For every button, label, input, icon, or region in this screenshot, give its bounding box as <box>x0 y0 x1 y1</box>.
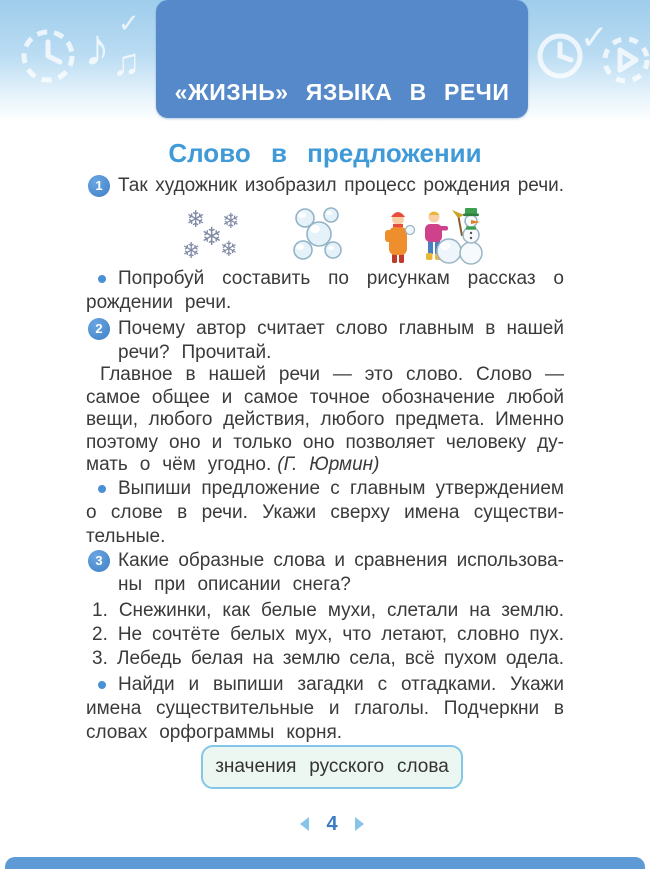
text-line: вещи, любого действия, любого предмета. Именно <box>86 409 564 430</box>
section-title: «ЖИЗНЬ» ЯЗЫКА В РЕЧИ <box>174 79 510 105</box>
bullet-icon <box>98 485 106 493</box>
text-line: Почему автор считает слово главным в нашей <box>118 318 564 339</box>
music-note-icon: ♪ <box>84 19 110 77</box>
exercise-prompt: Так художник изобразил процесс рождения речи. <box>118 175 564 196</box>
checkmark-icon: ✓ <box>118 8 140 38</box>
page-number[interactable]: 4 <box>326 812 338 835</box>
text-line: Какие образные слова и сравнения использова- <box>118 550 564 571</box>
riddles-list <box>86 599 564 671</box>
snowflake-icon: ❄ <box>201 223 222 251</box>
exercise-2 <box>86 317 564 365</box>
text-line: Найди и выпиши загадки с отгадками. Укажи <box>118 674 564 695</box>
pagination <box>0 812 650 836</box>
text-line: речи? Прочитай. <box>118 342 272 363</box>
clock-icon <box>20 28 76 84</box>
bullet-icon <box>98 275 106 283</box>
task-1 <box>86 267 564 315</box>
snowballs-image <box>290 206 350 262</box>
text-line: тельные. <box>86 526 166 547</box>
page-title: Слово в предложении <box>168 138 482 168</box>
text-line: Главное в нашей речи — это слово. Слово — <box>100 364 564 385</box>
snowflake-icon: ❄ <box>186 206 206 232</box>
list-text: Снежинки, как белые мухи, слетали на землю. <box>118 600 564 621</box>
text-line <box>86 454 564 477</box>
answer-box <box>201 745 463 789</box>
exercise-number-badge: 1 <box>88 175 110 197</box>
exercise-number-badge: 2 <box>88 318 110 340</box>
list-item <box>92 647 564 671</box>
list-item <box>92 599 564 623</box>
list-text: Не сочтёте белых мух, что летают, словно пух. <box>117 624 565 645</box>
exercise-3 <box>86 549 564 597</box>
task-3 <box>86 673 564 745</box>
illustration-row <box>86 206 564 266</box>
music-notes-icon: ♫ <box>112 42 141 84</box>
snowflake-icon: ❄ <box>220 238 238 261</box>
text-line: о слове в речи. Укажи сверху имена существи- <box>86 502 564 523</box>
text-fragment: мать о чём угодно. <box>86 454 272 475</box>
list-number: 2. <box>92 624 108 645</box>
snowflake-icon: ❄ <box>222 210 240 233</box>
text-line: имена существительные и глаголы. Подчеркни в <box>86 698 564 719</box>
exercise-number-badge: 3 <box>88 550 110 572</box>
text-line: Выпиши предложение с главным утверждением <box>118 478 564 499</box>
list-item <box>92 623 564 647</box>
text-line: Попробуй составить по рисункам рассказ о <box>118 268 564 289</box>
snowflake-icon: ❄ <box>182 238 201 263</box>
snowflakes-image <box>182 206 254 264</box>
next-page-arrow[interactable] <box>355 817 364 831</box>
author-name: (Г. Юрмин) <box>277 454 380 475</box>
task-2 <box>86 477 564 549</box>
reading-paragraph <box>86 364 564 477</box>
list-number: 1. <box>92 600 108 621</box>
section-banner <box>156 0 528 118</box>
children-snowman-image <box>382 206 484 266</box>
clock-icon <box>536 32 584 80</box>
exercise-1 <box>86 174 564 198</box>
text-line: словах орфограммы корня. <box>86 722 343 743</box>
list-number: 3. <box>92 648 108 669</box>
bottom-section-bar <box>5 857 645 869</box>
text-line: рождении речи. <box>86 292 232 313</box>
list-text: Лебедь белая на землю села, всё пухом одела. <box>117 648 564 669</box>
play-icon <box>598 34 650 86</box>
prev-page-arrow[interactable] <box>300 817 309 831</box>
text-line: поэтому оно и только оно позволяет человеку ду- <box>86 431 564 453</box>
checkmark-icon: ✓ <box>580 19 609 57</box>
text-line: самое общее и самое точное обозначение любой <box>86 386 564 408</box>
text-line: ны при описании снега? <box>118 574 351 595</box>
bullet-icon <box>98 681 106 689</box>
answer-box-label: значения русского слова <box>215 756 449 777</box>
